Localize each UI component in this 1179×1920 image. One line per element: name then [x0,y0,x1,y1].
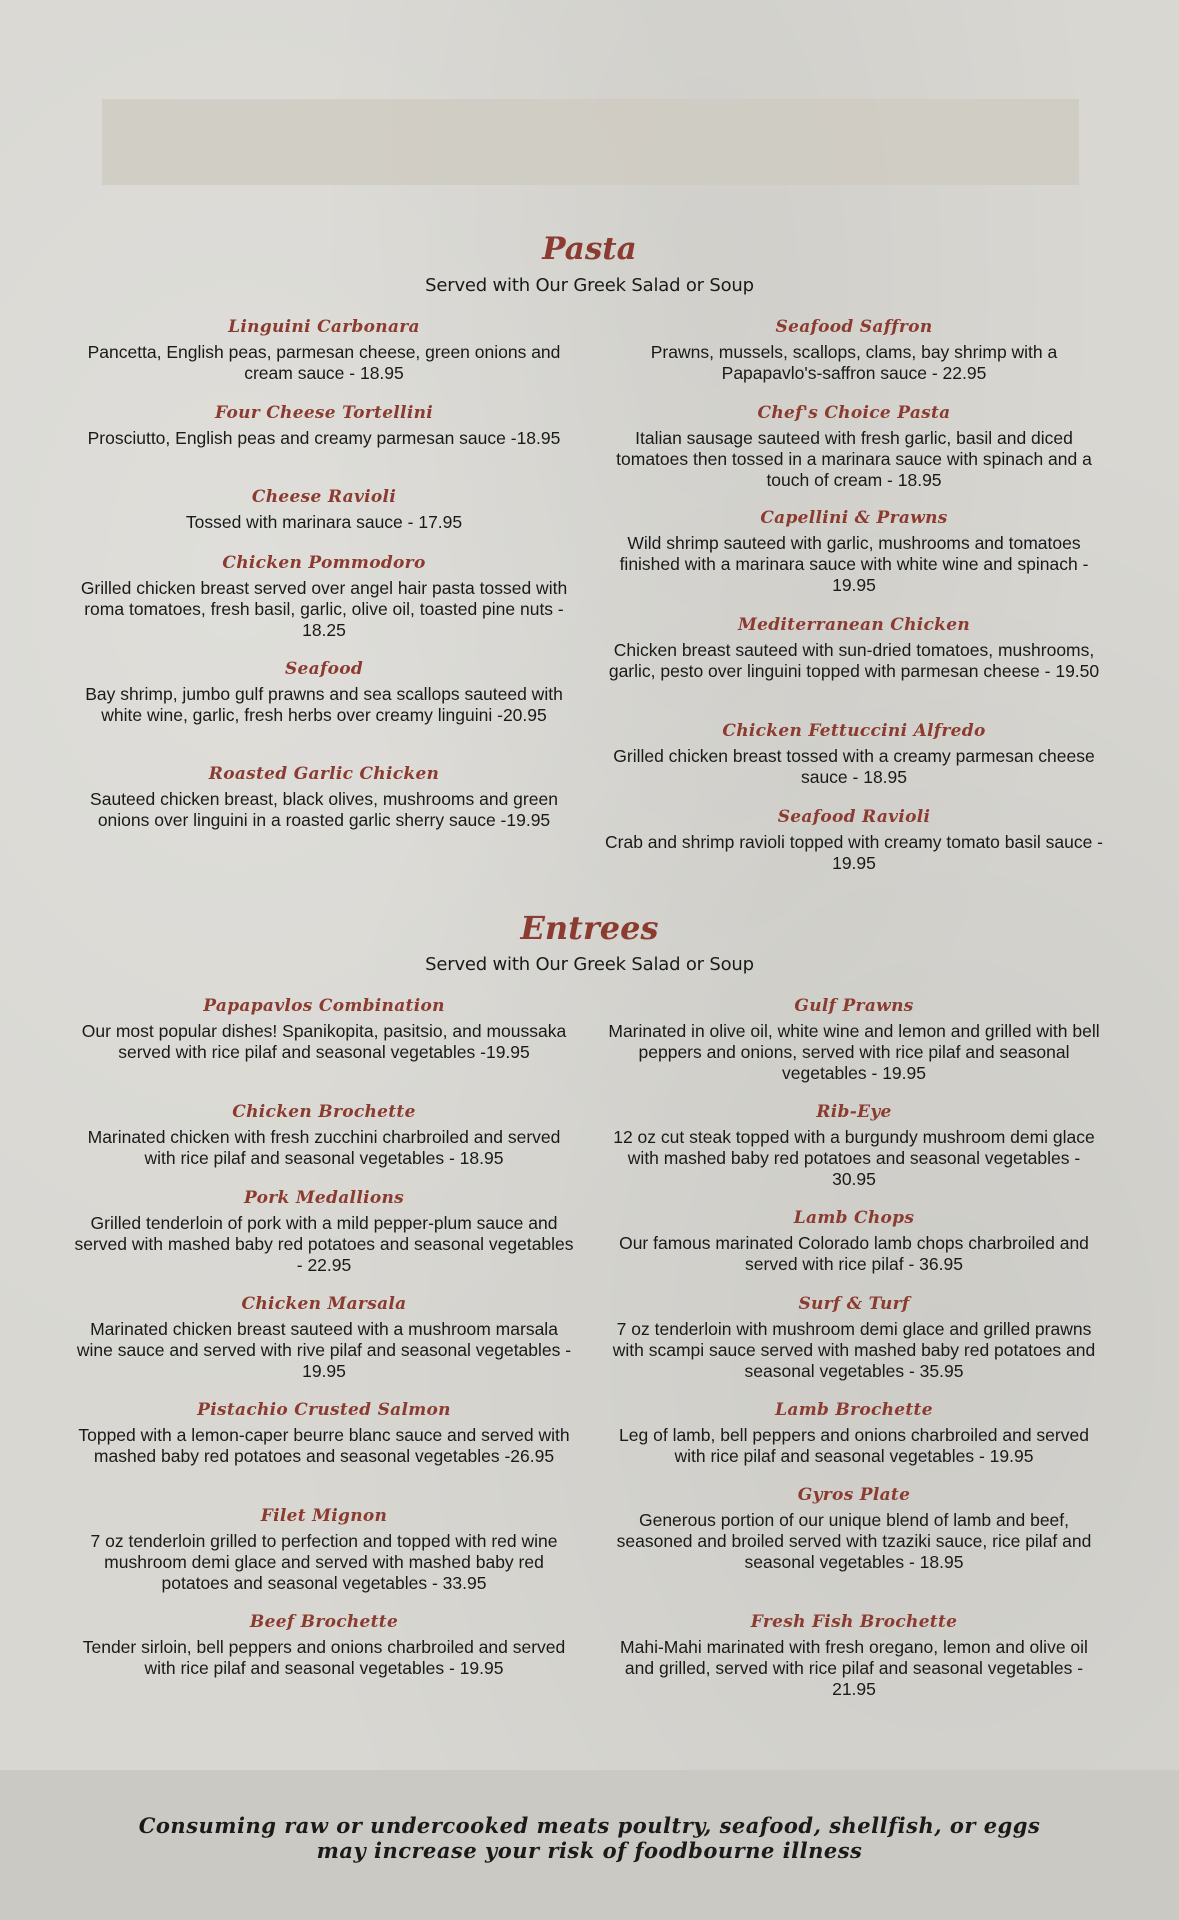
item-description: Marinated in olive oil, white wine and lemon and grilled with bell peppers and onions, served with rice pilaf and seasonal vegetables - 19.95 [608,1021,1100,1083]
pasta-subtitle: Served with Our Greek Salad or Soup [425,275,754,296]
item-name: Mediterranean Chicken [738,615,970,635]
item-description: Tender sirloin, bell peppers and onions charbroiled and served with rice pilaf and seasonal vegetables - 19.95 [82,1637,566,1678]
item-name: Pistachio Crusted Salmon [197,1400,451,1420]
item-description: Sauteed chicken breast, black olives, mushrooms and green onions over linguini in a roasted garlic sherry sauce -19.95 [90,789,558,830]
menu-item [74,1505,574,1594]
item-name: Fresh Fish Brochette [750,1612,958,1632]
item-name: Capellini & Prawns [760,508,948,528]
item-name: Pork Medallions [244,1188,404,1208]
menu-item [604,316,1104,384]
menu-item [74,486,574,533]
warning-line-2: may increase your risk of foodbourne illness [316,1838,863,1863]
item-description: Grilled chicken breast tossed with a creamy parmesan cheese sauce - 18.95 [613,746,1095,787]
item-name: Chicken Pommodoro [222,553,426,573]
item-description: Mahi-Mahi marinated with fresh oregano, lemon and olive oil and grilled, served with rice pilaf and seasonal vegetables - 21.95 [620,1637,1088,1699]
item-description: Marinated chicken breast sauteed with a mushroom marsala wine sauce and served with rive pilaf and seasonal vegetables - 19.95 [76,1319,572,1381]
item-description: Crab and shrimp ravioli topped with creamy tomato basil sauce - 19.95 [605,832,1103,873]
item-description: Prosciutto, English peas and creamy parmesan sauce -18.95 [87,428,561,448]
item-description: Grilled chicken breast served over angel hair pasta tossed with roma tomatoes, fresh basil, garlic, olive oil, toasted pine nuts - 18.25 [80,578,568,640]
item-name: Seafood Ravioli [777,807,931,827]
menu-item [604,1207,1104,1275]
menu-item [74,552,574,641]
item-name: Rib-Eye [816,1102,892,1122]
item-name: Seafood [284,659,364,679]
item-name: Seafood Saffron [775,317,933,337]
item-description: Generous portion of our unique blend of lamb and beef, seasoned and broiled served with tzaziki sauce, rice pilaf and seasonal vegetables - 18.95 [616,1510,1092,1572]
item-name: Chicken Fettuccini Alfredo [722,721,986,741]
entrees-title: Entrees [520,909,659,947]
item-name: Surf & Turf [798,1294,910,1314]
item-description: Italian sausage sauteed with fresh garlic, basil and diced tomatoes then tossed in a marinara sauce with spinach and a touch of cream - 18.95 [616,428,1092,490]
item-description: Prawns, mussels, scallops, clams, bay shrimp with a Papapavlo's-saffron sauce - 22.95 [650,342,1058,383]
item-name: Lamb Chops [793,1208,915,1228]
item-name: Gulf Prawns [794,996,914,1016]
menu-item [604,402,1104,491]
item-description: Leg of lamb, bell peppers and onions charbroiled and served with rice pilaf and seasonal vegetables - 19.95 [619,1425,1089,1466]
item-description: 7 oz tenderloin with mushroom demi glace and grilled prawns with scampi sauce served with mashed baby red potatoes and seasonal vegetables - 35.95 [612,1319,1096,1381]
item-description: Topped with a lemon-caper beurre blanc sauce and served with mashed baby red potatoes and seasonal vegetables -26.95 [78,1425,570,1466]
item-name: Chicken Brochette [232,1102,416,1122]
menu-item [604,720,1104,788]
menu-item [74,1101,574,1169]
item-description: Tossed with marinara sauce - 17.95 [185,512,463,532]
item-description: Wild shrimp sauteed with garlic, mushrooms and tomatoes finished with a marinara sauce with white wine and spinach - 19.95 [619,533,1089,595]
item-name: Gyros Plate [797,1485,911,1505]
item-description: Our famous marinated Colorado lamb chops charbroiled and served with rice pilaf - 36.95 [619,1233,1089,1274]
item-description: Grilled tenderloin of pork with a mild pepper-plum sauce and served with mashed baby red potatoes and seasonal vegetables - 22.95 [74,1213,574,1275]
item-description: 7 oz tenderloin grilled to perfection and topped with red wine mushroom demi glace and served with mashed baby red potatoes and seasonal vegetables - 33.95 [90,1531,558,1593]
item-name: Chicken Marsala [241,1294,407,1314]
menu-item [604,1399,1104,1467]
item-name: Cheese Ravioli [251,487,397,507]
item-description: Our most popular dishes! Spanikopita, pasitsio, and moussaka served with rice pilaf and seasonal vegetables -19.95 [81,1021,567,1062]
entrees-subtitle: Served with Our Greek Salad or Soup [425,954,754,975]
item-name: Beef Brochette [249,1612,399,1632]
menu-item [74,763,574,831]
item-name: Filet Mignon [260,1506,388,1526]
item-description: Chicken breast sauteed with sun-dried tomatoes, mushrooms, garlic, pesto over linguini topped with parmesan cheese - 19.50 [608,640,1100,681]
menu-item [74,402,574,449]
menu-item [74,1399,574,1467]
menu-item [604,1101,1104,1190]
item-name: Roasted Garlic Chicken [208,764,440,784]
item-description: Marinated chicken with fresh zucchini charbroiled and served with rice pilaf and seasonal vegetables - 18.95 [87,1127,561,1168]
menu-item [604,1611,1104,1700]
menu-item [74,316,574,384]
menu-item [604,507,1104,596]
item-description: 12 oz cut steak topped with a burgundy mushroom demi glace with mashed baby red potatoes and seasonal vegetables - 30.95 [613,1127,1095,1189]
menu-item [604,995,1104,1084]
food-safety-warning [0,1813,1179,1863]
menu-item [604,1484,1104,1573]
item-name: Linguini Carbonara [228,317,420,337]
pasta-title: Pasta [542,231,637,267]
menu-item [74,1187,574,1276]
item-description: Bay shrimp, jumbo gulf prawns and sea scallops sauteed with white wine, garlic, fresh herbs over creamy linguini -20.95 [85,684,563,725]
menu-item [74,1611,574,1679]
header-banner [102,99,1079,185]
item-description: Pancetta, English peas, parmesan cheese, green onions and cream sauce - 18.95 [87,342,561,383]
item-name: Papapavlos Combination [203,996,445,1016]
warning-line-1: Consuming raw or undercooked meats poultry, seafood, shellfish, or eggs [138,1813,1041,1838]
menu-item [604,1293,1104,1382]
menu-item [74,658,574,726]
menu-item [604,614,1104,682]
menu-item [74,995,574,1063]
menu-item [74,1293,574,1382]
item-name: Chef's Choice Pasta [757,403,951,423]
item-name: Four Cheese Tortellini [215,403,433,423]
menu-item [604,806,1104,874]
item-name: Lamb Brochette [775,1400,933,1420]
